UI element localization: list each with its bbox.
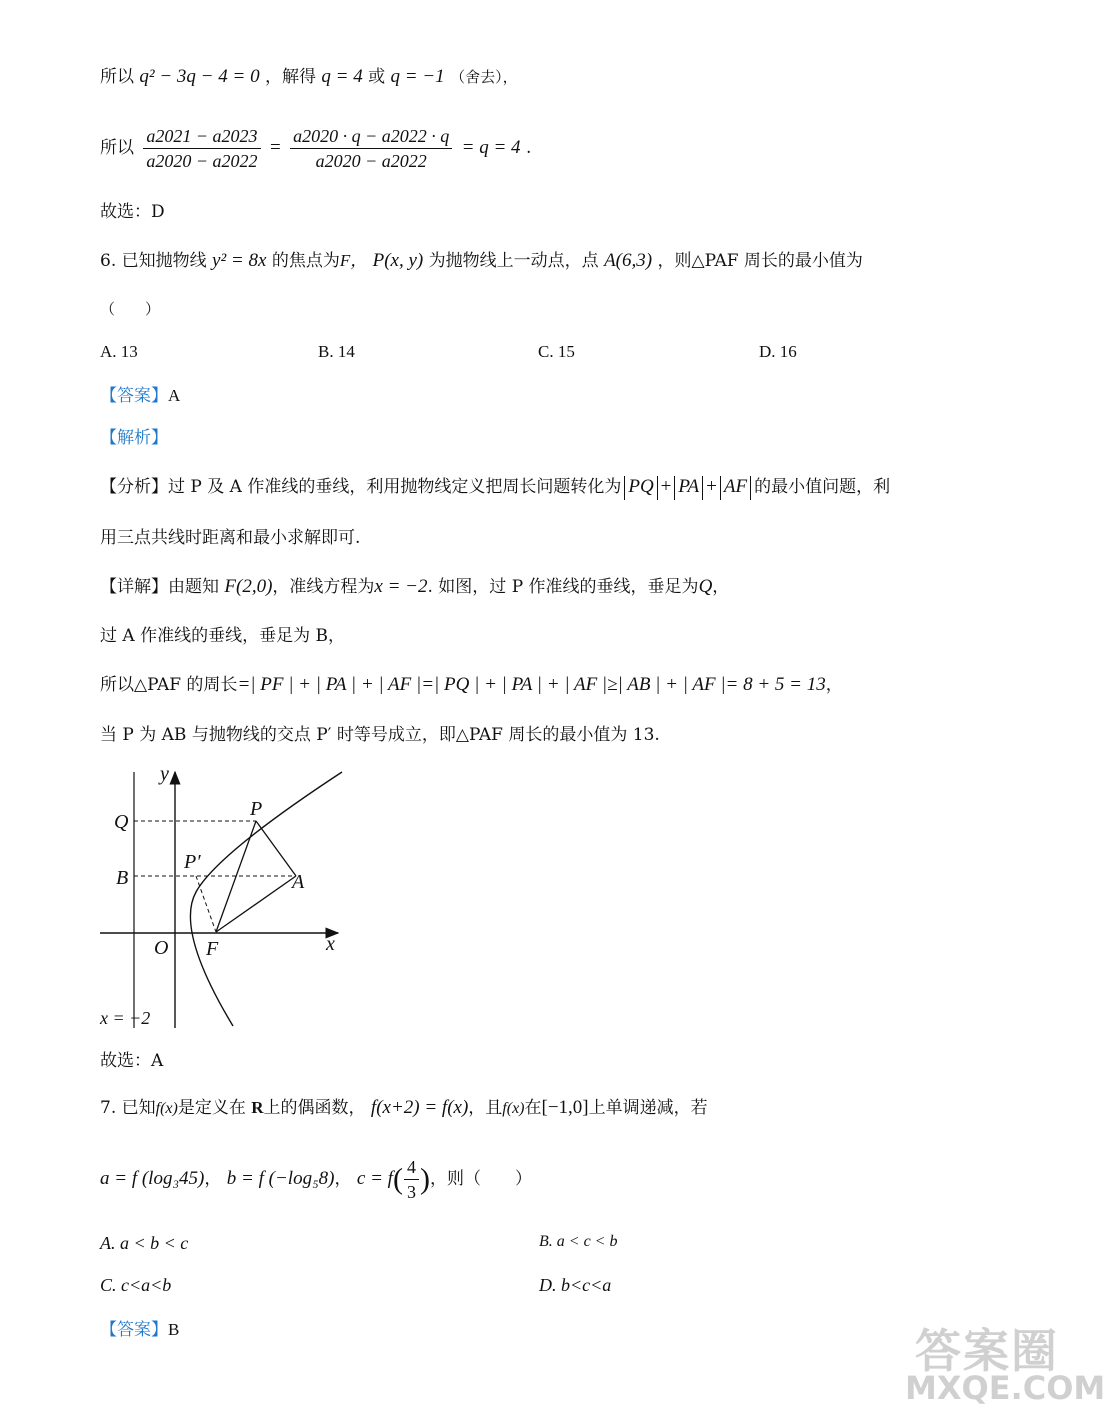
q7-stem-6: 上单调递减，若 — [588, 1098, 708, 1118]
q5-fraction-2 — [290, 124, 452, 173]
q5-fraction-1-den: a2020 − a2022 — [146, 151, 258, 171]
q6-fenxi-text-2: 的最小值问题，利 — [754, 477, 891, 497]
q6-choice: 故选：A — [100, 1051, 164, 1071]
q6-option-d: D. 16 — [759, 342, 797, 361]
label-b: B — [116, 867, 129, 889]
watermark-top: 答案圈 — [915, 1324, 1059, 1378]
q6-d3-2: ， — [825, 675, 843, 695]
q5-l1-equation: q² − 3q − 4 = 0 — [139, 66, 260, 87]
q5-line-2: 所以 $\frac{a2021 - a2023}{a2020 - a2022}$ = $\frac{a2020 \cdot q - a2022 \cdot q}{a2020 - a2022}$ = q = 4 . — [100, 126, 532, 171]
q6-blank: （ ） — [100, 300, 161, 318]
label-q: Q — [114, 811, 129, 833]
q6-fenxi-line-2: 用三点共线时距离和最小求解即可. — [100, 528, 361, 548]
q6-fenxi-af: AF — [723, 476, 748, 497]
q6-option-b: B. 14 — [318, 342, 355, 361]
q7-answer-label: 【答案】 — [100, 1320, 168, 1340]
segment-pa — [256, 821, 296, 876]
q7-stem-R: R — [251, 1098, 264, 1117]
q7-stem-fx2: f(x) — [502, 1100, 525, 1117]
q7-stem-5: 在 — [524, 1098, 542, 1118]
q7-option-c: C. c<a<b — [100, 1275, 172, 1295]
q5-l1-mid: ，解得 — [264, 67, 316, 87]
parabola-curve — [190, 772, 342, 1026]
q7-sep-1: ， — [204, 1169, 222, 1189]
q7-then: ，则（ ） — [429, 1169, 532, 1189]
q6-stem-1: 6. 已知抛物线 — [100, 251, 207, 271]
watermark-bottom: MXQE.COM — [905, 1369, 1105, 1407]
q5-fraction-2-num: a2020 · q − a2022 · q — [290, 124, 452, 149]
q7-c-pre: c = f — [356, 1168, 393, 1189]
q5-line-1 — [100, 65, 518, 89]
q6-detail-line-4: 当 P 为 AB 与抛物线的交点 P′ 时等号成立，即△PAF 周长的最小值为 13. — [100, 725, 660, 745]
q5-fraction-1-num: a2021 − a2023 — [143, 124, 260, 149]
q6-detail-line-3 — [100, 673, 843, 697]
q6-option-a: A. 13 — [100, 342, 138, 361]
q5-l1-note: （舍去）， — [450, 68, 518, 86]
label-directrix: x = −2 — [100, 1008, 151, 1028]
q6-analysis-label — [100, 426, 168, 450]
q5-l1-solution2: q = −1 — [390, 66, 445, 87]
q6-answer-label: 【答案】 — [100, 386, 168, 406]
q7-stem-line-2: a = f (log₃45)， b = f (−log₅8)， c = f( $\frac{4}{3}$ )，则（ ） — [100, 1157, 532, 1202]
watermark-logo — [905, 1315, 1105, 1411]
q7-c-den: 3 — [406, 1182, 416, 1202]
segment-af — [216, 876, 296, 932]
q6-d3-1: 所以△PAF 的周长 — [100, 675, 238, 695]
q7-stem-2: 是定义在 — [177, 1098, 246, 1118]
q6-d3-eq: =| PF | + | PA | + | AF |=| PQ | + | PA | + | AF |≥| AB | + | AF |= 8 + 5 = 13 — [237, 674, 826, 695]
q7-c-fraction — [404, 1155, 419, 1204]
q5-fraction-1 — [143, 124, 260, 173]
q6-detail-line-1 — [100, 575, 729, 599]
q6-option-c: C. 15 — [538, 342, 575, 361]
q6-detail-line-2: 过 A 作准线的垂线，垂足为 B， — [100, 626, 345, 646]
q5-fraction-2-den: a2020 − a2022 — [315, 151, 427, 171]
q6-d1-F: F(2,0) — [224, 576, 273, 597]
q6-answer-value: A — [168, 386, 181, 405]
q7-option-b: B. a < c < b — [539, 1233, 618, 1250]
label-x: x — [326, 933, 335, 955]
q6-answer — [100, 384, 180, 408]
q5-l2-tail: = q = 4 — [461, 137, 521, 158]
q6-stem-4: ，则△PAF 周长的最小值为 — [657, 251, 863, 271]
label-a: A — [292, 871, 305, 893]
q6-fenxi-pa: PA — [678, 476, 700, 497]
q6-d1-1: 由题知 — [168, 577, 219, 597]
label-f: F — [206, 938, 219, 960]
q7-b-def: b = f (−log₅8) — [226, 1168, 335, 1189]
q6-fenxi-label: 【分析】 — [100, 477, 168, 497]
q6-stem-P: P(x, y) — [372, 250, 424, 271]
q7-option-d: D. b<c<a — [539, 1275, 612, 1295]
q7-sep-2: ， — [334, 1169, 352, 1189]
q7-answer-value: B — [168, 1320, 180, 1339]
q5-l1-or: 或 — [368, 67, 386, 87]
q5-l1-pre: 所以 — [100, 67, 134, 87]
q5-l1-solution: q = 4 — [321, 66, 363, 87]
q6-stem-2: 的焦点为 — [271, 251, 340, 271]
q6-stem-A: A(6,3) — [604, 250, 653, 271]
q6-detail-label: 【详解】 — [100, 577, 168, 597]
q6-fenxi-pq: PQ — [628, 476, 654, 497]
q7-answer — [100, 1318, 179, 1342]
q6-fenxi-line-1: 【分析】过 P 及 A 作准线的垂线，利用抛物线定义把周长问题转化为 PQ + PA + AF 的最小值问题，利 — [100, 475, 890, 500]
q6-fenxi-text-1: 过 P 及 A 作准线的垂线，利用抛物线定义把周长问题转化为 — [168, 477, 622, 497]
q6-d1-eq: x = −2 — [374, 576, 428, 597]
label-p: P — [250, 798, 263, 820]
q7-stem-interval: [−1,0] — [541, 1097, 589, 1118]
q6-d1-Q: Q — [698, 576, 713, 597]
q7-stem-1: 7. 已知 — [100, 1098, 156, 1118]
q7-stem-line-1 — [100, 1096, 708, 1121]
q6-analysis-tag: 【解析】 — [100, 428, 168, 448]
q7-stem-3: 上的偶函数， — [263, 1098, 366, 1118]
q6-stem-3: 为抛物线上一动点，点 — [428, 251, 599, 271]
parabola-diagram — [96, 760, 356, 1035]
q5-l2-pre: 所以 — [100, 138, 134, 158]
q5-choice: 故选：D — [100, 202, 165, 222]
q6-stem-F: F， — [339, 251, 368, 270]
q7-option-a: A. a < b < c — [100, 1233, 189, 1253]
q7-stem-fx: f(x) — [155, 1100, 178, 1117]
q7-stem-eq: f(x+2) = f(x) — [370, 1097, 469, 1118]
q6-stem — [100, 249, 863, 273]
label-p-prime: P′ — [184, 851, 201, 873]
q7-a-def: a = f (log₃45) — [100, 1168, 205, 1189]
q6-d1-4: ， — [712, 577, 730, 597]
label-y: y — [160, 763, 169, 785]
q6-stem-eq: y² = 8x — [212, 250, 267, 271]
q6-d1-2: ，准线方程为 — [272, 577, 375, 597]
label-o: O — [154, 937, 169, 959]
q7-stem-4: ，且 — [468, 1098, 503, 1118]
pprime-f-dashed — [196, 876, 216, 932]
q6-d1-3: . 如图，过 P 作准线的垂线，垂足为 — [427, 577, 699, 597]
q7-c-num: 4 — [404, 1155, 419, 1180]
